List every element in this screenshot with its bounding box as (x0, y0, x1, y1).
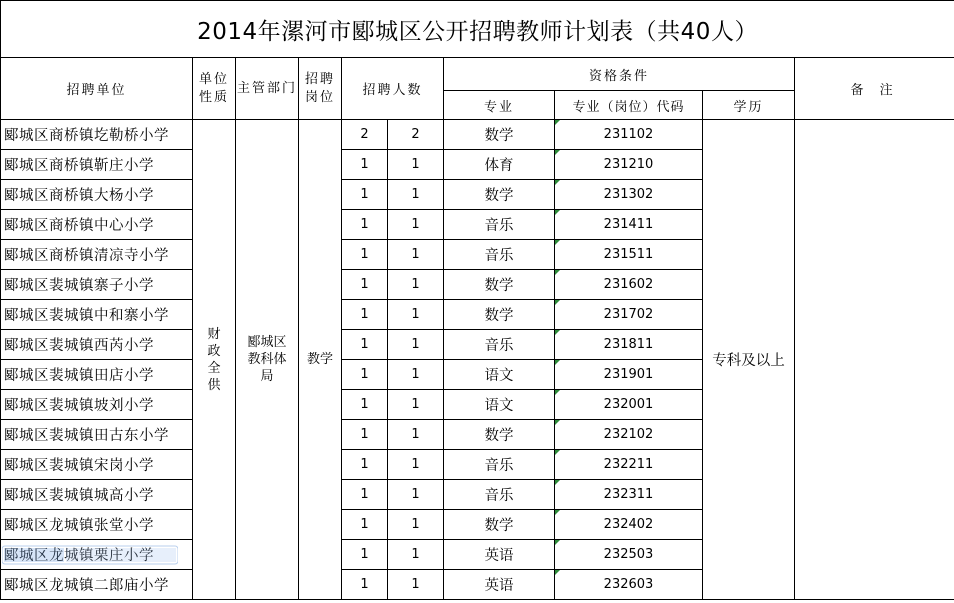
cell-count-b: 1 (388, 240, 444, 270)
comment-marker-icon (555, 270, 560, 275)
comment-marker-icon (555, 480, 560, 485)
cell-unit: 郾城区裴城镇田古东小学 (1, 420, 193, 450)
comment-marker-icon (555, 540, 560, 545)
code-text: 231511 (603, 247, 654, 262)
cell-unit: 郾城区裴城镇中和寨小学 (1, 300, 193, 330)
comment-marker-icon (555, 570, 560, 575)
cell-unit: 郾城区商桥镇清凉寺小学 (1, 240, 193, 270)
cell-major: 数学 (444, 180, 555, 210)
cell-major: 英语 (444, 570, 555, 600)
cell-major: 语文 (444, 390, 555, 420)
cell-count-b: 1 (388, 180, 444, 210)
cell-count-a: 1 (342, 150, 388, 180)
code-text: 232603 (603, 577, 654, 592)
code-text: 232001 (603, 397, 654, 412)
comment-marker-icon (555, 450, 560, 455)
code-text: 232402 (603, 517, 654, 532)
cell-code (555, 300, 703, 330)
table-row (1, 120, 954, 150)
cell-unit: 郾城区龙城镇栗庄小学 (1, 540, 193, 570)
cell-count-b: 1 (388, 510, 444, 540)
cell-code (555, 240, 703, 270)
cell-count-b: 1 (388, 300, 444, 330)
cell-count-a: 1 (342, 300, 388, 330)
cell-code (555, 540, 703, 570)
cell-code (555, 510, 703, 540)
cell-major: 音乐 (444, 210, 555, 240)
cell-count-b: 1 (388, 210, 444, 240)
header-major: 专业 (444, 91, 555, 120)
cell-count-b: 1 (388, 360, 444, 390)
header-nature: 单位性质 (193, 58, 236, 120)
comment-marker-icon (555, 120, 560, 125)
code-text: 231210 (603, 157, 654, 172)
cell-major: 语文 (444, 360, 555, 390)
table-title: 2014年漯河市郾城区公开招聘教师计划表（共40人） (1, 1, 954, 58)
header-position: 招聘岗位 (299, 58, 342, 120)
cell-count-a: 1 (342, 180, 388, 210)
cell-code (555, 210, 703, 240)
cell-code (555, 180, 703, 210)
code-text: 232503 (603, 547, 654, 562)
cell-count-a: 1 (342, 510, 388, 540)
cell-education-merged: 专科及以上 (703, 120, 795, 600)
cell-count-a: 1 (342, 330, 388, 360)
cell-code (555, 420, 703, 450)
cell-count-a: 1 (342, 570, 388, 600)
cell-count-a: 1 (342, 480, 388, 510)
cell-major: 数学 (444, 270, 555, 300)
comment-marker-icon (555, 360, 560, 365)
cell-position-merged: 教学 (299, 120, 342, 600)
watermark-logo (2, 543, 178, 567)
header-unit: 招聘单位 (1, 58, 193, 120)
cell-count-b: 1 (388, 390, 444, 420)
code-text: 231901 (603, 367, 654, 382)
code-text: 232311 (603, 487, 654, 502)
cell-code (555, 270, 703, 300)
cell-count-a: 1 (342, 210, 388, 240)
cell-remark-merged (795, 120, 954, 600)
cell-count-a: 1 (342, 270, 388, 300)
cell-count-b: 1 (388, 420, 444, 450)
comment-marker-icon (555, 180, 560, 185)
cell-major: 数学 (444, 300, 555, 330)
code-text: 232102 (603, 427, 654, 442)
cell-code (555, 480, 703, 510)
comment-marker-icon (555, 510, 560, 515)
cell-unit: 郾城区商桥镇靳庄小学 (1, 150, 193, 180)
code-text: 232211 (603, 457, 654, 472)
cell-count-b: 1 (388, 540, 444, 570)
cell-count-b: 1 (388, 330, 444, 360)
code-text: 231102 (603, 127, 654, 142)
cell-major: 数学 (444, 510, 555, 540)
cell-major: 数学 (444, 120, 555, 150)
comment-marker-icon (555, 390, 560, 395)
cell-count-b: 1 (388, 570, 444, 600)
cell-code (555, 150, 703, 180)
cell-nature-merged: 财政全供 (193, 120, 236, 600)
cell-unit: 郾城区商桥镇中心小学 (1, 210, 193, 240)
code-text: 231411 (603, 217, 654, 232)
cell-unit: 郾城区裴城镇城高小学 (1, 480, 193, 510)
comment-marker-icon (555, 240, 560, 245)
comment-marker-icon (555, 150, 560, 155)
cell-code (555, 570, 703, 600)
cell-unit: 郾城区裴城镇田店小学 (1, 360, 193, 390)
cell-code (555, 450, 703, 480)
cell-major: 音乐 (444, 450, 555, 480)
header-qualification: 资格条件 (444, 58, 795, 91)
cell-count-b: 1 (388, 450, 444, 480)
cell-count-a: 1 (342, 390, 388, 420)
code-text: 231811 (603, 337, 654, 352)
cell-major: 音乐 (444, 480, 555, 510)
comment-marker-icon (555, 210, 560, 215)
cell-count-b: 2 (388, 120, 444, 150)
cell-unit: 郾城区裴城镇宋岗小学 (1, 450, 193, 480)
comment-marker-icon (555, 420, 560, 425)
cell-unit: 郾城区龙城镇二郎庙小学 (1, 570, 193, 600)
cell-major: 体育 (444, 150, 555, 180)
cell-major: 音乐 (444, 240, 555, 270)
cell-major: 英语 (444, 540, 555, 570)
cell-count-b: 1 (388, 480, 444, 510)
cell-count-a: 1 (342, 240, 388, 270)
header-dept: 主管部门 (236, 58, 299, 120)
cell-dept-merged: 郾城区教科体局 (236, 120, 299, 600)
cell-code (555, 120, 703, 150)
cell-count-a: 1 (342, 360, 388, 390)
header-count: 招聘人数 (342, 58, 444, 120)
cell-code (555, 390, 703, 420)
cell-unit: 郾城区商桥镇大杨小学 (1, 180, 193, 210)
cell-unit: 郾城区裴城镇寨子小学 (1, 270, 193, 300)
cell-major: 数学 (444, 420, 555, 450)
cell-code (555, 330, 703, 360)
header-remark: 备 注 (795, 58, 954, 120)
comment-marker-icon (555, 300, 560, 305)
comment-marker-icon (555, 330, 560, 335)
cell-unit: 郾城区裴城镇坡刘小学 (1, 390, 193, 420)
cell-count-b: 1 (388, 150, 444, 180)
cell-count-a: 1 (342, 420, 388, 450)
cell-count-a: 1 (342, 540, 388, 570)
header-code: 专业（岗位）代码 (555, 91, 703, 120)
cell-count-b: 1 (388, 270, 444, 300)
cell-unit: 郾城区龙城镇张堂小学 (1, 510, 193, 540)
header-education: 学历 (703, 91, 795, 120)
cell-code (555, 360, 703, 390)
cell-count-a: 2 (342, 120, 388, 150)
code-text: 231602 (603, 277, 654, 292)
code-text: 231702 (603, 307, 654, 322)
cell-unit: 郾城区商桥镇圪勒桥小学 (1, 120, 193, 150)
cell-count-a: 1 (342, 450, 388, 480)
code-text: 231302 (603, 187, 654, 202)
cell-major: 音乐 (444, 330, 555, 360)
cell-unit: 郾城区裴城镇西芮小学 (1, 330, 193, 360)
